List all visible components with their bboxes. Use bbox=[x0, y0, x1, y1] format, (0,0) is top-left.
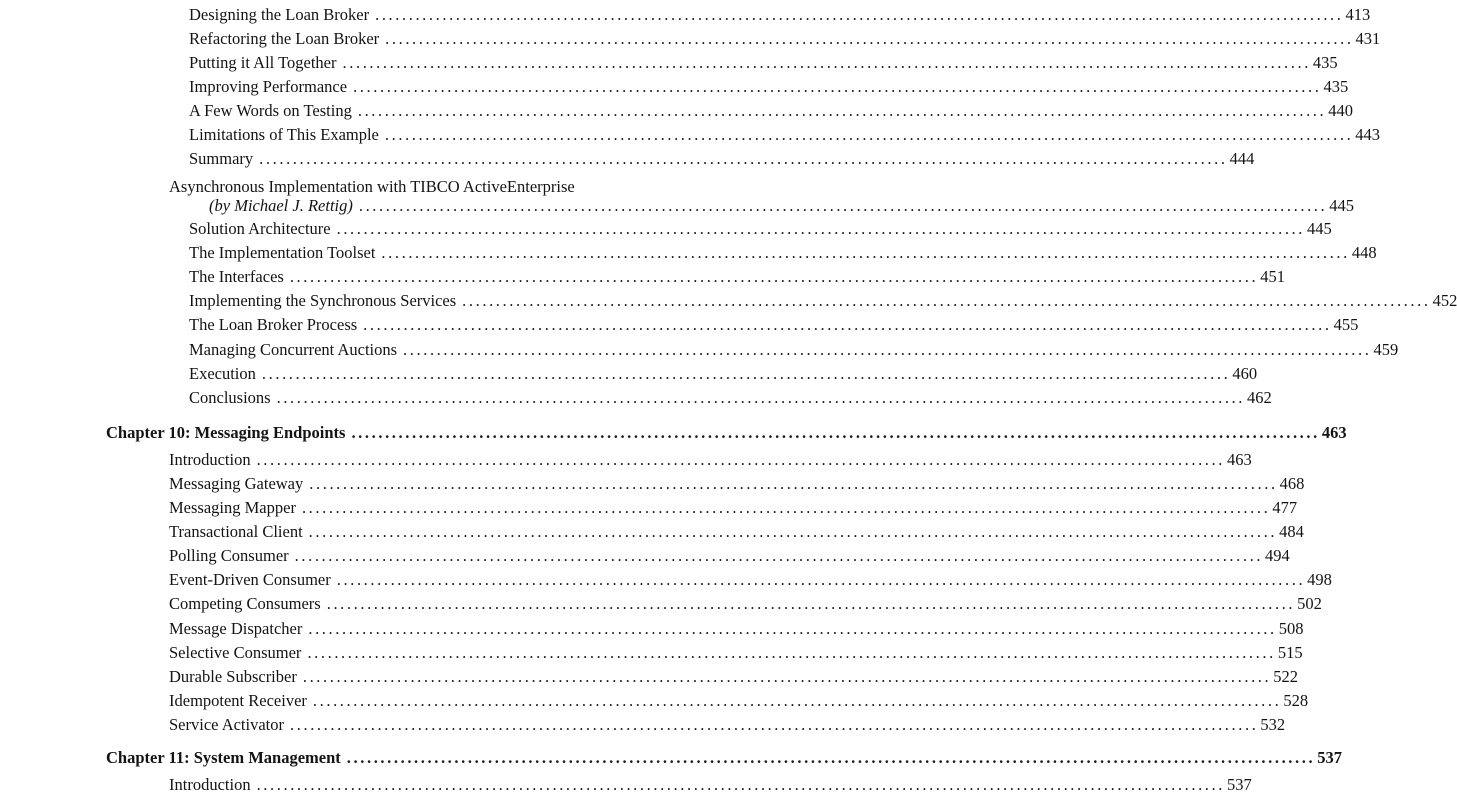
toc-entry-title: Improving Performance bbox=[189, 77, 348, 96]
toc-entry-title: The Loan Broker Process bbox=[189, 315, 358, 334]
toc-entry-title: Execution bbox=[189, 364, 256, 383]
dot-leader: ................................................................................................................................................ bbox=[256, 450, 1225, 469]
dot-leader: ................................................................................................................................................ bbox=[353, 77, 1322, 96]
toc-entry-page: 443 bbox=[1355, 125, 1381, 144]
toc-entry-summary bbox=[189, 147, 1255, 171]
dot-leader: ................................................................................................................................................ bbox=[363, 315, 1332, 334]
toc-entry-title: The Interfaces bbox=[189, 267, 284, 286]
toc-entry-title: Limitations of This Example bbox=[189, 125, 379, 144]
toc-entry-title: Transactional Client bbox=[169, 522, 303, 541]
toc-entry-page: 431 bbox=[1355, 29, 1381, 48]
toc-entry-synchronous-services bbox=[189, 289, 1457, 313]
dot-leader: ................................................................................................................................................ bbox=[308, 619, 1277, 638]
toc-entry-page: 508 bbox=[1278, 619, 1304, 638]
toc-entry-event-driven-consumer bbox=[169, 568, 1332, 592]
dot-leader: ................................................................................................................................................ bbox=[357, 101, 1327, 120]
dot-leader: ................................................................................................................................................ bbox=[294, 546, 1264, 565]
toc-entry-durable-subscriber bbox=[169, 665, 1298, 689]
toc-entry-loan-broker-process bbox=[189, 313, 1359, 337]
toc-entry-page: 452 bbox=[1432, 291, 1457, 310]
toc-entry-page: 477 bbox=[1272, 498, 1298, 517]
dot-leader: ................................................................................................................................................ bbox=[312, 691, 1282, 710]
dot-leader: ................................................................................................................................................ bbox=[381, 243, 1350, 262]
toc-entry-page: 537 bbox=[1226, 775, 1252, 794]
toc-entry-introduction bbox=[169, 448, 1252, 472]
toc-entry-page: 468 bbox=[1279, 474, 1305, 493]
toc-entry-title: Durable Subscriber bbox=[169, 667, 297, 686]
toc-entry-page: 413 bbox=[1345, 5, 1371, 24]
dot-leader: ................................................................................................................................................ bbox=[358, 196, 1328, 215]
toc-entry-title: Implementing the Synchronous Services bbox=[189, 291, 457, 310]
toc-entry-introduction-ch11 bbox=[169, 773, 1252, 797]
toc-entry-page: 502 bbox=[1297, 594, 1322, 613]
toc-entry-page: 494 bbox=[1265, 546, 1290, 565]
toc-entry-title: Putting it All Together bbox=[189, 53, 337, 72]
toc-entry-title: Designing the Loan Broker bbox=[189, 5, 370, 24]
dot-leader: ................................................................................................................................................ bbox=[289, 267, 1259, 286]
toc-entry-page: 463 bbox=[1226, 450, 1252, 469]
dot-leader: ................................................................................................................................................ bbox=[342, 53, 1311, 72]
dot-leader: ................................................................................................................................................ bbox=[326, 594, 1296, 613]
toc-section-tibco bbox=[209, 194, 1355, 218]
toc-entry-transactional-client bbox=[169, 520, 1304, 544]
toc-entry-solution-architecture bbox=[189, 217, 1332, 241]
toc-entry-title: Conclusions bbox=[189, 388, 271, 407]
dot-leader: ................................................................................................................................................ bbox=[336, 219, 1306, 238]
toc-entry-title: Message Dispatcher bbox=[169, 619, 303, 638]
toc-entry-page: 451 bbox=[1260, 267, 1285, 286]
dot-leader: ................................................................................................................................................ bbox=[403, 340, 1372, 359]
dot-leader: ................................................................................................................................................ bbox=[261, 364, 1231, 383]
toc-entry-title: Polling Consumer bbox=[169, 546, 289, 565]
chapter-page: 537 bbox=[1317, 748, 1342, 767]
toc-entry-title: Messaging Gateway bbox=[169, 474, 304, 493]
dot-leader: ................................................................................................................................................ bbox=[351, 423, 1320, 442]
toc-entry-title: Introduction bbox=[169, 450, 251, 469]
toc-entry-title: Competing Consumers bbox=[169, 594, 321, 613]
toc-entry-title: Managing Concurrent Auctions bbox=[189, 340, 398, 359]
toc-entry-messaging-mapper bbox=[169, 496, 1298, 520]
dot-leader: ................................................................................................................................................ bbox=[256, 775, 1225, 794]
toc-entry-page: 448 bbox=[1351, 243, 1377, 262]
toc-entry-title: Event-Driven Consumer bbox=[169, 570, 331, 589]
toc-entry-conclusions bbox=[189, 386, 1272, 410]
toc-entry-limitations bbox=[189, 123, 1381, 147]
toc-entry-implementation-toolset bbox=[189, 241, 1377, 265]
toc-entry-page: 515 bbox=[1277, 643, 1303, 662]
toc-entry-page: 460 bbox=[1232, 364, 1258, 383]
toc-entry-competing-consumers bbox=[169, 592, 1322, 616]
dot-leader: ................................................................................................................................................ bbox=[309, 474, 1278, 493]
dot-leader: ................................................................................................................................................ bbox=[276, 388, 1245, 407]
toc-entry-interfaces bbox=[189, 265, 1285, 289]
toc-entry-page: 484 bbox=[1279, 522, 1304, 541]
toc-entry-title: Introduction bbox=[169, 775, 251, 794]
toc-entry-title: Solution Architecture bbox=[189, 219, 331, 238]
toc-entry-messaging-gateway bbox=[169, 472, 1305, 496]
toc-entry-title: Idempotent Receiver bbox=[169, 691, 307, 710]
dot-leader: ................................................................................................................................................ bbox=[302, 667, 1272, 686]
toc-entry-title: Messaging Mapper bbox=[169, 498, 296, 517]
dot-leader: ................................................................................................................................................ bbox=[384, 125, 1354, 144]
dot-leader: ................................................................................................................................................ bbox=[346, 748, 1316, 767]
toc-chapter-10 bbox=[106, 421, 1347, 445]
toc-entry-page: 459 bbox=[1373, 340, 1399, 359]
dot-leader: ................................................................................................................................................ bbox=[259, 149, 1228, 168]
toc-entry-message-dispatcher bbox=[169, 617, 1304, 641]
toc-section-tibco-title: Asynchronous Implementation with TIBCO ActiveEnterprise bbox=[169, 177, 575, 196]
dot-leader: ................................................................................................................................................ bbox=[307, 643, 1276, 662]
toc-entry-title: Summary bbox=[189, 149, 254, 168]
toc-entry-title: Selective Consumer bbox=[169, 643, 302, 662]
toc-entry-page: 435 bbox=[1312, 53, 1338, 72]
toc-entry-title: A Few Words on Testing bbox=[189, 101, 352, 120]
toc-entry-title: The Implementation Toolset bbox=[189, 243, 376, 262]
toc-entry-execution bbox=[189, 362, 1258, 386]
dot-leader: ................................................................................................................................................ bbox=[301, 498, 1271, 517]
toc-entry-page: 440 bbox=[1328, 101, 1353, 120]
toc-entry-idempotent-receiver bbox=[169, 689, 1309, 713]
dot-leader: ................................................................................................................................................ bbox=[385, 29, 1354, 48]
toc-entry-page: 435 bbox=[1323, 77, 1349, 96]
chapter-title: Chapter 10: Messaging Endpoints bbox=[106, 423, 346, 442]
toc-entry-selective-consumer bbox=[169, 641, 1303, 665]
toc-entry-service-activator bbox=[169, 713, 1286, 737]
toc-entry-page: 445 bbox=[1307, 219, 1332, 238]
toc-chapter-11 bbox=[106, 746, 1342, 770]
toc-entry-title: Service Activator bbox=[169, 715, 285, 734]
toc-entry-page: 445 bbox=[1329, 196, 1355, 215]
toc-entry-author: (by Michael J. Rettig) bbox=[209, 196, 353, 215]
toc-entry-words-on-testing bbox=[189, 99, 1353, 123]
dot-leader: ................................................................................................................................................ bbox=[290, 715, 1259, 734]
dot-leader: ................................................................................................................................................ bbox=[308, 522, 1278, 541]
toc-entry-page: 455 bbox=[1333, 315, 1359, 334]
toc-entry-refactoring-loan-broker bbox=[189, 27, 1381, 51]
toc-entry-page: 444 bbox=[1229, 149, 1255, 168]
toc-entry-polling-consumer bbox=[169, 544, 1290, 568]
chapter-page: 463 bbox=[1321, 423, 1347, 442]
dot-leader: ................................................................................................................................................ bbox=[375, 5, 1344, 24]
toc-entry-designing-loan-broker bbox=[189, 3, 1371, 27]
toc-entry-page: 532 bbox=[1260, 715, 1286, 734]
toc-entry-page: 498 bbox=[1307, 570, 1332, 589]
dot-leader: ................................................................................................................................................ bbox=[336, 570, 1306, 589]
toc-entry-concurrent-auctions bbox=[189, 338, 1399, 362]
dot-leader: ................................................................................................................................................ bbox=[462, 291, 1431, 310]
toc-entry-improving-performance bbox=[189, 75, 1349, 99]
toc-entry-title: Refactoring the Loan Broker bbox=[189, 29, 380, 48]
toc-entry-putting-it-all-together bbox=[189, 51, 1338, 75]
toc-entry-page: 528 bbox=[1283, 691, 1309, 710]
chapter-title: Chapter 11: System Management bbox=[106, 748, 341, 767]
toc-entry-page: 522 bbox=[1273, 667, 1298, 686]
toc-entry-page: 462 bbox=[1247, 388, 1272, 407]
